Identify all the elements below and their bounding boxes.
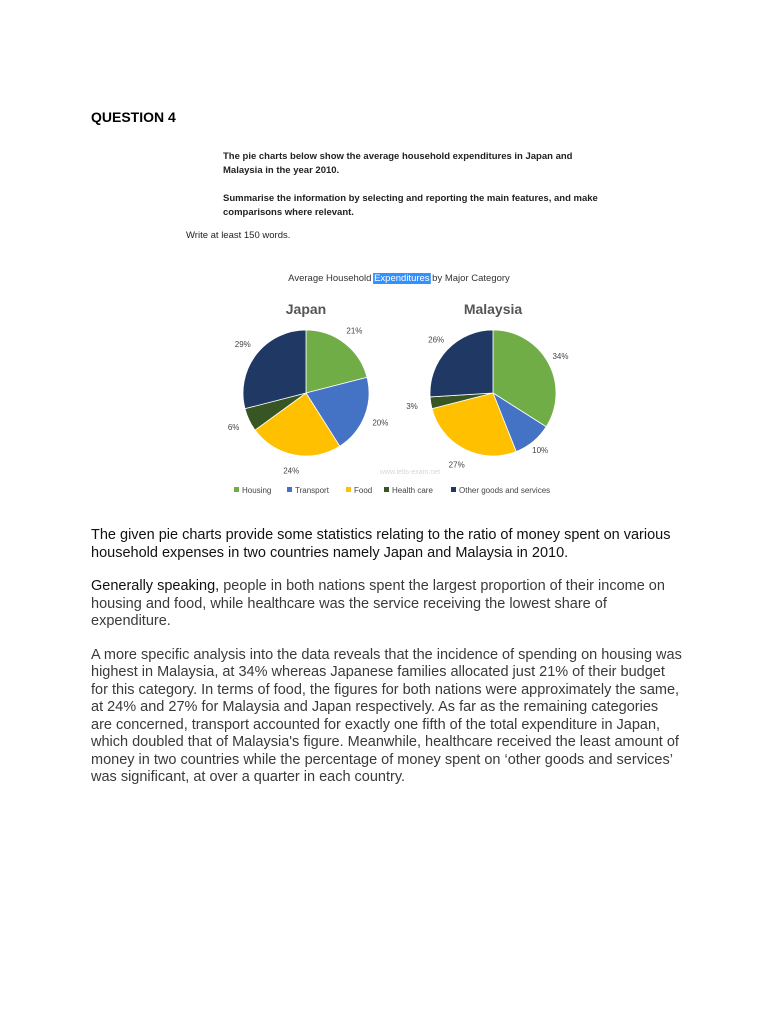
- essay-paragraph-overview: [91, 578, 683, 631]
- legend-swatch: [234, 487, 239, 492]
- pies-group: [228, 301, 569, 476]
- data-label: 20%: [372, 418, 389, 428]
- question-title: QUESTION 4: [91, 109, 176, 125]
- watermark: www.ielts-exam.net: [379, 469, 441, 476]
- data-label: 6%: [227, 423, 240, 433]
- legend-swatch: [384, 487, 389, 492]
- task-figure: [186, 146, 606, 504]
- chart-title-part: by Major Category: [429, 273, 510, 284]
- data-label: 21%: [346, 326, 363, 336]
- essay-paragraph-intro: The given pie charts provide some statistics relating to the ratio of money spent on various household expenses in two countries namely Japan and Malaysia in 2010.: [91, 527, 671, 561]
- legend-label: Food: [354, 486, 373, 495]
- pie-title: Malaysia: [463, 301, 523, 317]
- essay: [91, 527, 683, 803]
- data-label: 24%: [283, 466, 300, 476]
- word-count-instruction: Write at least 150 words.: [186, 230, 291, 241]
- task-instructions: Summarise the information by selecting and reporting the main features, and make comparisons where relevant.: [223, 193, 598, 218]
- legend-label: Other goods and services: [459, 486, 551, 495]
- data-label: 3%: [406, 401, 418, 411]
- legend-swatch: [451, 487, 456, 492]
- pie-charts: [186, 146, 606, 504]
- pie-title: Japan: [285, 301, 327, 317]
- data-label: 26%: [428, 335, 445, 345]
- task-prompt: The pie charts below show the average household expenditures in Japan and Malaysia in the year 2010.: [223, 151, 573, 176]
- legend-label: Transport: [295, 486, 329, 495]
- chart-title: [288, 273, 510, 284]
- essay-overview-text: people in both nations spent the largest proportion of their income on housing and food, while healthcare was the service receiving the lowest share of expenditure.: [91, 578, 665, 629]
- data-label: 27%: [448, 460, 465, 470]
- legend-label: Health care: [392, 486, 433, 495]
- chart-title-part: Average Household: [288, 273, 375, 284]
- legend-label: Housing: [242, 486, 272, 495]
- chart-legend: [234, 486, 550, 495]
- essay-lead-phrase: Generally speaking,: [91, 578, 220, 594]
- data-label: 10%: [532, 446, 549, 456]
- data-label: 34%: [552, 351, 569, 361]
- chart-title-highlight: Expenditures: [374, 273, 430, 284]
- essay-paragraph-details: A more specific analysis into the data reveals that the incidence of spending on housing was highest in Malaysia, at 34% whereas Japanese families allocated just 21% of their budget for this category. In terms of food, the figures for both nations were approximately the same, at 24% and 27% for Malaysia and Japan respectively. As far as the remaining categories are concerned, transport accounted for exactly one fifth of the total expenditure in Japan, which doubled that of Malaysia's figure. Meanwhile, healthcare received the least amount of money in two countries while the percentage of money spent on ‘other goods and services’ was significant, at over a quarter in each country.: [91, 646, 682, 785]
- legend-swatch: [287, 487, 292, 492]
- legend-swatch: [346, 487, 351, 492]
- data-label: 29%: [234, 339, 251, 349]
